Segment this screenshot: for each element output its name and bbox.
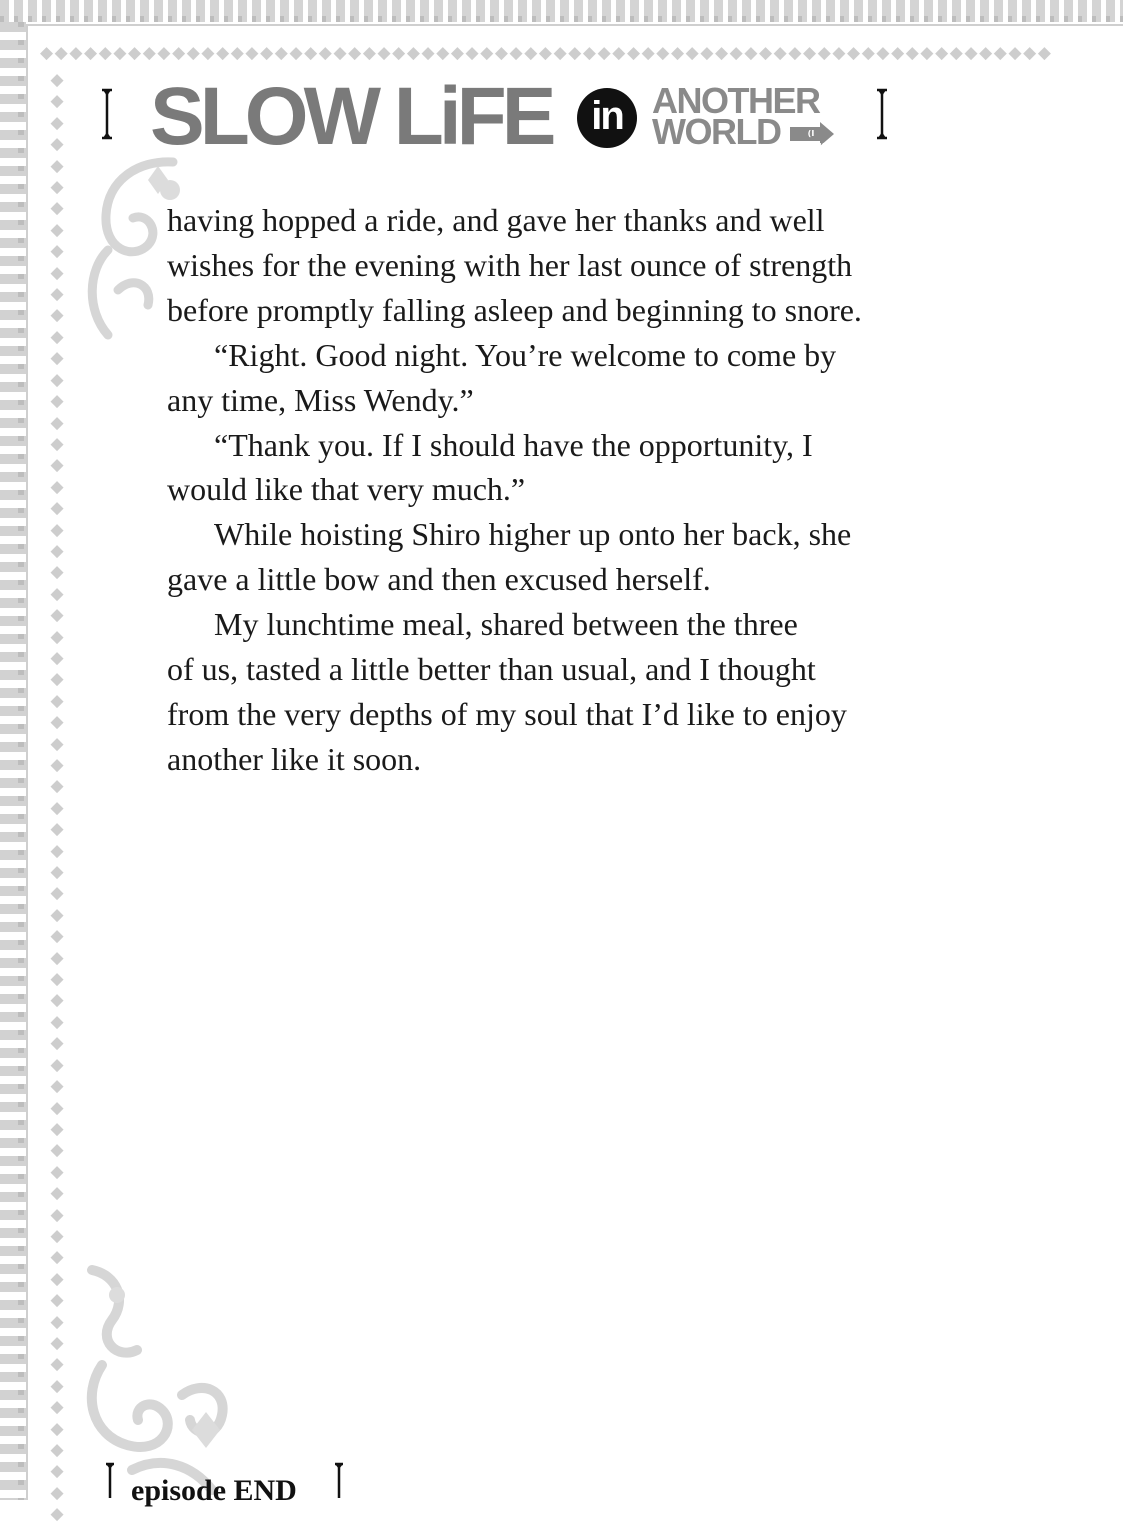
text-line: of us, tasted a little better than usual, and I thought bbox=[167, 651, 816, 688]
text-line: While hoisting Shiro higher up onto her back, she bbox=[214, 516, 852, 553]
bracket-right-icon bbox=[875, 88, 889, 140]
logo-wish-label: (I Wish!) bbox=[796, 129, 826, 151]
frame-line-top bbox=[26, 24, 1123, 26]
logo-another: ANOTHER bbox=[652, 80, 820, 121]
text-line: wishes for the evening with her last ounce of strength bbox=[167, 246, 853, 283]
text-line: My lunchtime meal, shared between the three bbox=[214, 606, 798, 643]
logo-slow-life: SLOW LiFE bbox=[150, 71, 552, 162]
text-line: would like that very much.” bbox=[167, 471, 526, 508]
footer-bracket-right-icon bbox=[333, 1462, 345, 1500]
logo-world: WORLD bbox=[652, 111, 781, 152]
footer-bracket-left-icon bbox=[104, 1462, 116, 1500]
text-line: another like it soon. bbox=[167, 740, 422, 777]
diamond-column-ornament: ◆ ◆ ◆ ◆ ◆ ◆ ◆ ◆ ◆ ◆ ◆ ◆ ◆ ◆ ◆ ◆ ◆ ◆ ◆ ◆ ◆ ◆ ◆ ◆ ◆ ◆ ◆ ◆ ◆ ◆ ◆ ◆ ◆ ◆ ◆ ◆ ◆ ◆ ◆ ◆ ◆ ◆ ◆ ◆ ◆ ◆ ◆ ◆ ◆ ◆ ◆ ◆ ◆ ◆ ◆ ◆ ◆ ◆ ◆ ◆ ◆ ◆ ◆ ◆ ◆ ◆ ◆ ◆ bbox=[50, 70, 64, 1525]
text-line: “Thank you. If I should have the opportunity, I bbox=[214, 426, 813, 463]
text-line: gave a little bow and then excused herself. bbox=[167, 561, 711, 598]
page-body-text bbox=[167, 198, 967, 782]
logo-in-badge: in bbox=[577, 88, 637, 148]
text-line: before promptly falling asleep and beginning to snore. bbox=[167, 291, 862, 328]
text-line: any time, Miss Wendy.” bbox=[167, 381, 474, 418]
frame-line-left bbox=[26, 24, 28, 1500]
diamond-row-ornament: ◆◆◆◆◆◆◆◆◆◆◆◆◆◆◆◆◆◆◆◆◆◆◆◆◆◆◆◆◆◆◆◆◆◆◆◆◆◆◆◆◆◆◆◆◆◆◆◆◆◆◆◆◆◆◆◆◆◆◆◆◆◆◆◆◆◆◆◆◆ bbox=[40, 43, 1053, 63]
text-line: “Right. Good night. You’re welcome to come by bbox=[214, 336, 837, 373]
bracket-left-icon bbox=[100, 88, 114, 140]
left-border-pattern bbox=[0, 22, 26, 1500]
flourish-ornament-bottom bbox=[72, 1255, 242, 1500]
top-border-pattern bbox=[0, 0, 1123, 22]
text-line: from the very depths of my soul that I’d like to enjoy bbox=[167, 695, 847, 732]
episode-end-label: episode END bbox=[131, 1474, 297, 1507]
text-line: having hopped a ride, and gave her thanks and well bbox=[167, 202, 825, 238]
